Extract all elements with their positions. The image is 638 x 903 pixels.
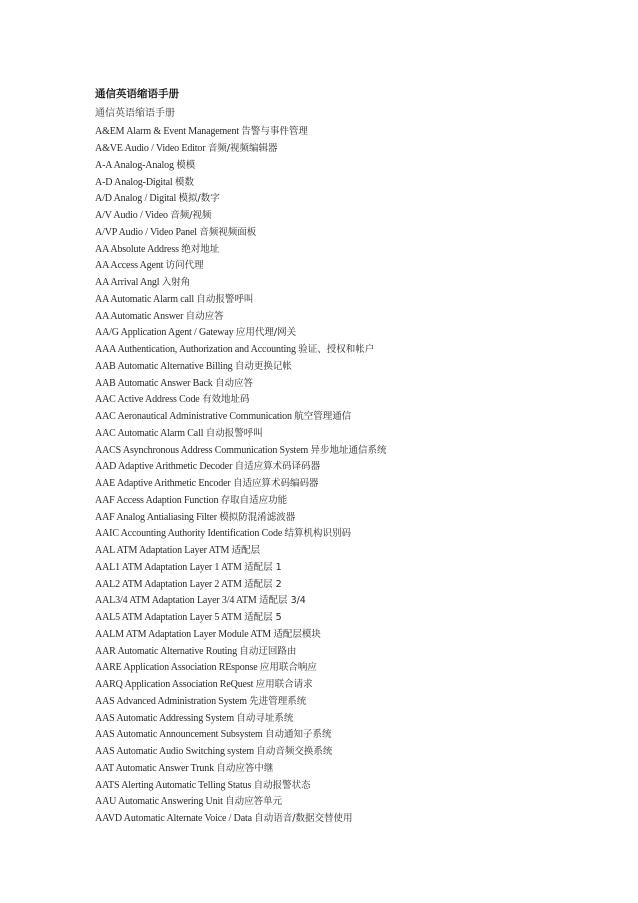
- chinese-translation: 自动寻址系统: [236, 712, 294, 724]
- abbreviation-term: AAL5 ATM Adaptation Layer 5 ATM: [95, 612, 242, 624]
- chinese-translation: 自动报警呼叫: [205, 427, 263, 439]
- chinese-translation: 自动迂回路由: [239, 645, 297, 657]
- document-page: [95, 86, 615, 828]
- chinese-translation: 模模: [176, 159, 196, 171]
- chinese-translation: 模数: [174, 176, 194, 188]
- list-item: [95, 124, 615, 141]
- abbreviation-term: AARQ Application Association ReQuest: [95, 679, 254, 691]
- chinese-translation: 适配层 2: [244, 578, 282, 590]
- abbreviation-term: AAE Adaptive Arithmetic Encoder: [95, 478, 231, 490]
- list-item: [95, 577, 615, 594]
- list-item: [95, 510, 615, 527]
- chinese-translation: 航空管理通信: [294, 411, 352, 423]
- abbreviation-term: AA Absolute Address: [95, 243, 179, 255]
- list-item: [95, 141, 615, 158]
- chinese-translation: 模拟防混淆滤波器: [219, 511, 296, 523]
- chinese-translation: 适配层: [231, 545, 261, 557]
- chinese-translation: 结算机构识别码: [284, 528, 351, 540]
- chinese-translation: 适配层 3/4: [259, 595, 306, 607]
- chinese-translation: 音频视频面板: [199, 226, 257, 238]
- abbreviation-term: AAT Automatic Answer Trunk: [95, 762, 214, 774]
- abbreviation-term: AALM ATM Adaptation Layer Module ATM: [95, 628, 271, 640]
- chinese-translation: 适配层 5: [244, 612, 282, 624]
- list-item: [95, 292, 615, 309]
- abbreviation-term: AAC Aeronautical Administrative Communication: [95, 411, 292, 423]
- list-item: [95, 459, 615, 476]
- abbreviation-term: AA Arrival Angl: [95, 277, 160, 289]
- chinese-translation: 存取自适应功能: [220, 494, 288, 506]
- abbreviation-term: AAS Automatic Addressing System: [95, 712, 234, 724]
- chinese-translation: 模拟/数字: [178, 193, 220, 205]
- abbreviation-term: A&EM Alarm & Event Management: [95, 126, 239, 138]
- list-item: [95, 644, 615, 661]
- list-item: [95, 711, 615, 728]
- chinese-translation: 应用代理/网关: [235, 327, 297, 339]
- list-item: [95, 158, 615, 175]
- abbreviation-term: AA Automatic Alarm call: [95, 293, 195, 305]
- abbreviation-term: AAC Active Address Code: [95, 394, 200, 406]
- chinese-translation: 应用联合响应: [259, 662, 317, 674]
- abbreviation-term: AAD Adaptive Arithmetic Decoder: [95, 461, 233, 473]
- abbreviation-term: AAS Automatic Announcement Subsystem: [95, 729, 263, 741]
- list-item: [95, 208, 615, 225]
- abbreviation-term: AAR Automatic Alternative Routing: [95, 645, 237, 657]
- abbreviation-term: AAB Automatic Alternative Billing: [95, 360, 233, 372]
- abbreviation-term: AAL3/4 ATM Adaptation Layer 3/4 ATM: [95, 595, 257, 607]
- chinese-translation: 告警与事件管理: [241, 126, 308, 138]
- list-item: [95, 275, 615, 292]
- list-item: [95, 811, 615, 828]
- chinese-translation: 自动应答中继: [216, 762, 274, 774]
- list-item: [95, 175, 615, 192]
- chinese-translation: 自动报警呼叫: [196, 293, 254, 305]
- list-item: [95, 443, 615, 460]
- list-item: [95, 744, 615, 761]
- list-item: [95, 778, 615, 795]
- abbreviation-term: AA Automatic Answer: [95, 310, 184, 322]
- chinese-translation: 适配层模块: [273, 628, 321, 640]
- abbreviation-term: AAL2 ATM Adaptation Layer 2 ATM: [95, 578, 242, 590]
- list-item: [95, 242, 615, 259]
- abbreviation-term: AARE Application Association REsponse: [95, 662, 258, 674]
- chinese-translation: 访问代理: [165, 260, 204, 272]
- list-item: [95, 677, 615, 694]
- abbreviation-term: AAL ATM Adaptation Layer ATM: [95, 545, 230, 557]
- abbreviation-term: A/VP Audio / Video Panel: [95, 226, 197, 238]
- abbreviation-term: AAS Automatic Audio Switching system: [95, 746, 255, 758]
- chinese-translation: 音频/视频: [170, 210, 212, 222]
- chinese-translation: 自适应算术码译码器: [234, 461, 321, 473]
- list-item: [95, 392, 615, 409]
- list-item: [95, 476, 615, 493]
- abbreviation-term: AA/G Application Agent / Gateway: [95, 327, 234, 339]
- abbreviation-term: A-D Analog-Digital: [95, 176, 173, 188]
- list-item: [95, 543, 615, 560]
- list-item: [95, 325, 615, 342]
- abbreviation-term: AAA Authentication, Authorization and Accounting: [95, 344, 296, 356]
- list-item: [95, 727, 615, 744]
- list-item: [95, 309, 615, 326]
- abbreviation-term: AAU Automatic Answering Unit: [95, 796, 223, 808]
- chinese-translation: 异步地址通信系统: [310, 444, 387, 456]
- chinese-translation: 入射角: [161, 277, 191, 289]
- chinese-translation: 自适应算术码编码器: [232, 478, 319, 490]
- list-item: [95, 560, 615, 577]
- chinese-translation: 自动应答: [185, 310, 224, 322]
- abbreviation-term: AAIC Accounting Authority Identification Code: [95, 528, 283, 540]
- list-item: [95, 593, 615, 610]
- chinese-translation: 自动更换记帐: [234, 360, 292, 372]
- chinese-translation: 自动应答单元: [225, 796, 283, 808]
- abbreviation-term: A-A Analog-Analog: [95, 159, 174, 171]
- abbreviation-term: AACS Asynchronous Address Communication System: [95, 444, 309, 456]
- list-item: [95, 409, 615, 426]
- chinese-translation: 自动音频交换系统: [256, 746, 333, 758]
- chinese-translation: 应用联合请求: [255, 679, 313, 691]
- list-item: [95, 526, 615, 543]
- chinese-translation: 适配层 1: [244, 561, 282, 573]
- abbreviation-term: AAF Analog Antialiasing Filter: [95, 511, 217, 523]
- abbreviation-term: AAVD Automatic Alternate Voice / Data: [95, 813, 252, 825]
- abbreviation-term: AATS Alerting Automatic Telling Status: [95, 779, 252, 791]
- list-item: [95, 694, 615, 711]
- chinese-translation: 有效地址码: [201, 394, 250, 406]
- abbreviation-term: AA Access Agent: [95, 260, 164, 272]
- chinese-translation: 绝对地址: [181, 243, 220, 255]
- document-subtitle: 通信英语缩语手册: [95, 108, 175, 119]
- abbreviation-term: AAC Automatic Alarm Call: [95, 427, 204, 439]
- chinese-translation: 音频/视频编辑器: [207, 143, 278, 155]
- chinese-translation: 自动语音/数据交替使用: [254, 813, 353, 825]
- document-title: 通信英语缩语手册: [95, 88, 179, 100]
- chinese-translation: 自动应答: [214, 377, 253, 389]
- list-item: [95, 342, 615, 359]
- abbreviation-term: A/D Analog / Digital: [95, 193, 177, 205]
- chinese-translation: 验证、授权和帐户: [298, 344, 375, 356]
- abbreviation-term: AAF Access Adaption Function: [95, 494, 219, 506]
- list-item: [95, 225, 615, 242]
- list-item: [95, 627, 615, 644]
- list-item: [95, 376, 615, 393]
- list-item: [95, 493, 615, 510]
- abbreviation-term: AAB Automatic Answer Back: [95, 377, 213, 389]
- list-item: [95, 191, 615, 208]
- abbreviation-term: A&VE Audio / Video Editor: [95, 143, 206, 155]
- list-item: [95, 660, 615, 677]
- abbreviation-term: AAL1 ATM Adaptation Layer 1 ATM: [95, 561, 242, 573]
- list-item: [95, 610, 615, 627]
- abbreviation-list: [95, 124, 615, 828]
- chinese-translation: 自动通知子系统: [265, 729, 332, 741]
- list-item: [95, 794, 615, 811]
- list-item: [95, 761, 615, 778]
- list-item: [95, 426, 615, 443]
- chinese-translation: 自动报警状态: [253, 779, 311, 791]
- abbreviation-term: AAS Advanced Administration System: [95, 695, 247, 707]
- list-item: [95, 359, 615, 376]
- abbreviation-term: A/V Audio / Video: [95, 210, 168, 222]
- chinese-translation: 先进管理系统: [249, 695, 307, 707]
- list-item: [95, 258, 615, 275]
